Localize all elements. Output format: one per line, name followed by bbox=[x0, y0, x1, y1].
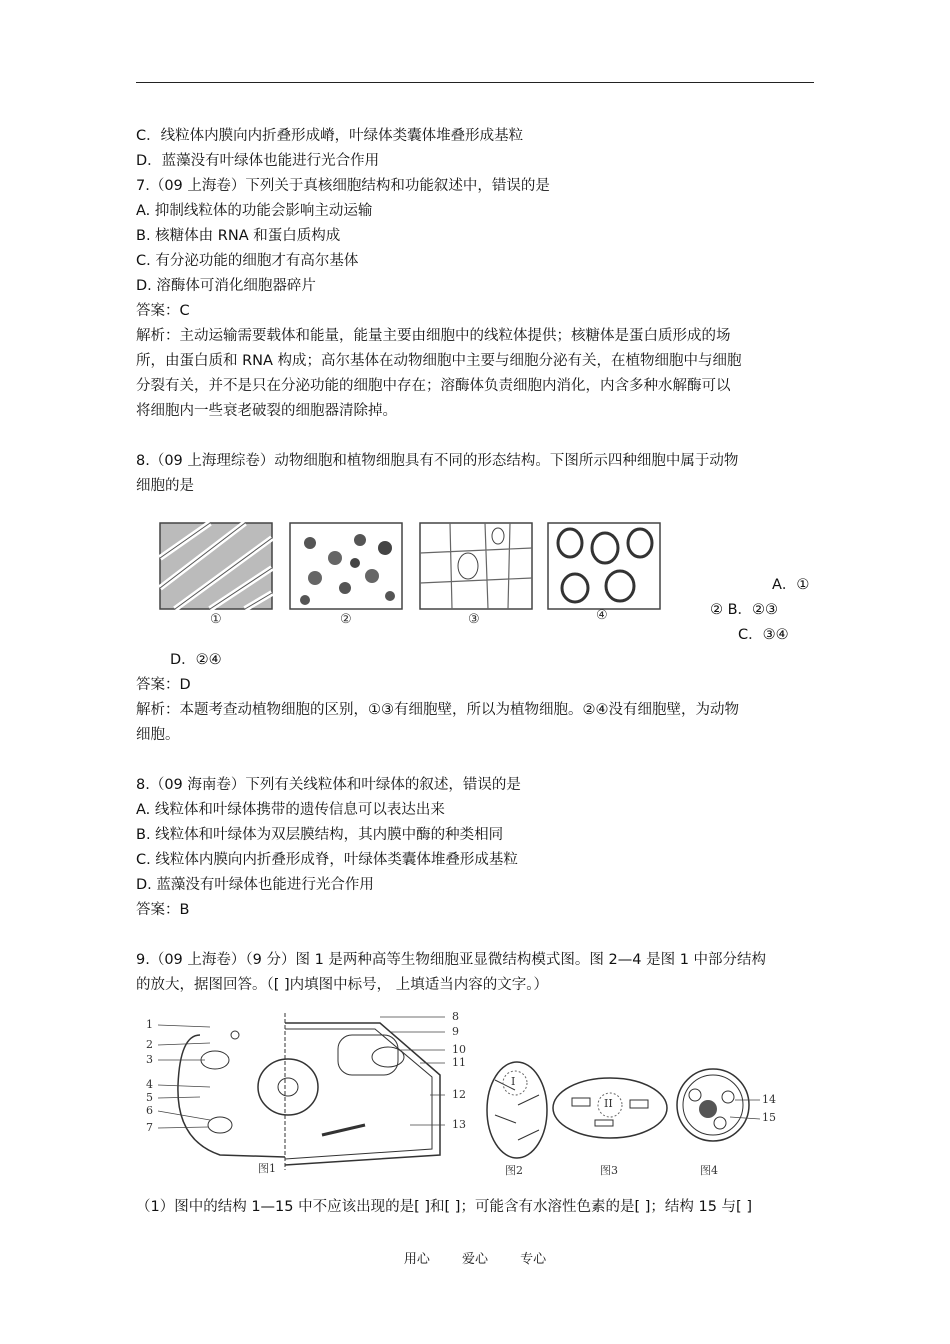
q8a-option-c: C．③④ bbox=[738, 627, 789, 643]
fig1-label-9: 9 bbox=[452, 1025, 459, 1038]
fig1-caption: 图1 bbox=[258, 1162, 276, 1175]
q8b-option-d: D. 蓝藻没有叶绿体也能进行光合作用 bbox=[136, 877, 374, 893]
footer-text-3: 专心 bbox=[520, 1252, 547, 1267]
q7-option-b: B. 核糖体由 RNA 和蛋白质构成 bbox=[136, 228, 341, 244]
cell-image-4 bbox=[548, 523, 660, 609]
cell-label-4: ④ bbox=[596, 608, 608, 623]
fig3-caption: 图3 bbox=[600, 1164, 618, 1177]
fig1-label-4: 4 bbox=[146, 1078, 153, 1091]
question-8a-cont: 细胞的是 bbox=[136, 478, 194, 494]
footer-text-2: 爱心 bbox=[461, 1252, 488, 1267]
q7-analysis-line-1: 解析：主动运输需要载体和能量，能量主要由细胞中的线粒体提供；核糖体是蛋白质形成的场 bbox=[136, 328, 731, 344]
fig2-roman-label: I bbox=[511, 1075, 516, 1088]
fig1-label-10: 10 bbox=[452, 1043, 466, 1056]
q8b-option-b: B. 线粒体和叶绿体为双层膜结构，其内膜中酶的种类相同 bbox=[136, 827, 504, 843]
q7-answer: 答案：C bbox=[136, 303, 190, 319]
fig2-caption: 图2 bbox=[505, 1164, 523, 1177]
q8b-answer: 答案：B bbox=[136, 902, 190, 918]
fig1-label-6: 6 bbox=[146, 1104, 153, 1117]
fig1-label-13: 13 bbox=[452, 1118, 466, 1131]
fig3-roman-label: II bbox=[604, 1097, 613, 1110]
q8a-answer: 答案：D bbox=[136, 677, 191, 693]
page-footer bbox=[0, 1248, 950, 1267]
fig4-nucleus bbox=[677, 1069, 760, 1141]
four-cells-figure bbox=[150, 518, 698, 630]
q8a-option-b: ② B．②③ bbox=[710, 602, 779, 618]
fig1-label-1: 1 bbox=[146, 1018, 153, 1031]
q7-analysis-line-2: 所，由蛋白质和 RNA 构成；高尔基体在动物细胞中主要与细胞分泌有关，在植物细胞中与细胞 bbox=[136, 353, 742, 369]
fig1-label-5: 5 bbox=[146, 1091, 153, 1104]
fig4-caption: 图4 bbox=[700, 1164, 718, 1177]
q9-subquestion-1: （1）图中的结构 1—15 中不应该出现的是[ ]和[ ]；可能含有水溶性色素的是[ ]；结构 15 与[ ] bbox=[136, 1199, 752, 1215]
cell-label-1: ① bbox=[210, 612, 222, 627]
q8a-option-a: A．① bbox=[772, 577, 810, 593]
q7-option-c: C. 有分泌功能的细胞才有高尔基体 bbox=[136, 253, 359, 269]
fig1-label-2: 2 bbox=[146, 1038, 153, 1051]
fig1-label-7: 7 bbox=[146, 1121, 153, 1134]
q8a-option-d: D．②④ bbox=[170, 652, 222, 668]
option-c-line: C．线粒体内膜向内折叠形成嵴，叶绿体类囊体堆叠形成基粒 bbox=[136, 128, 524, 144]
fig1-label-3: 3 bbox=[146, 1053, 153, 1066]
question-7: 7.（09 上海卷）下列关于真核细胞结构和功能叙述中，错误的是 bbox=[136, 178, 550, 194]
footer-text-1: 用心 bbox=[403, 1252, 430, 1267]
fig4-label-15: 15 bbox=[762, 1111, 776, 1124]
option-d-line: D．蓝藻没有叶绿体也能进行光合作用 bbox=[136, 153, 380, 169]
fig1-label-8: 8 bbox=[452, 1010, 459, 1023]
q7-analysis-line-3: 分裂有关，并不是只在分泌功能的细胞中存在；溶酶体负责细胞内消化，内含多种水解酶可以 bbox=[136, 378, 731, 394]
q7-analysis-line-4: 将细胞内一些衰老破裂的细胞器清除掉。 bbox=[136, 403, 397, 419]
cell-image-1 bbox=[160, 523, 272, 609]
question-9-cont: 的放大，据图回答。（[ ]内填图中标号， 上填适当内容的文字。） bbox=[136, 977, 549, 993]
question-8a: 8.（09 上海理综卷）动物细胞和植物细胞具有不同的形态结构。下图所示四种细胞中属于动物 bbox=[136, 453, 739, 469]
q8b-option-a: A. 线粒体和叶绿体携带的遗传信息可以表达出来 bbox=[136, 802, 445, 818]
cell-image-3 bbox=[420, 523, 532, 609]
fig1-cell-diagram bbox=[178, 1013, 440, 1170]
fig1-label-12: 12 bbox=[452, 1088, 466, 1101]
q7-option-a: A. 抑制线粒体的功能会影响主动运输 bbox=[136, 203, 373, 219]
question-8b: 8.（09 海南卷）下列有关线粒体和叶绿体的叙述，错误的是 bbox=[136, 777, 521, 793]
cell-label-3: ③ bbox=[468, 612, 480, 627]
header-rule bbox=[136, 82, 814, 83]
question-9: 9.（09 上海卷）（9 分）图 1 是两种高等生物细胞亚显微结构模式图。图 2—4 是图 1 中部分结构 bbox=[136, 952, 767, 968]
q8b-option-c: C. 线粒体内膜向内折叠形成脊，叶绿体类囊体堆叠形成基粒 bbox=[136, 852, 518, 868]
q7-option-d: D. 溶酶体可消化细胞器碎片 bbox=[136, 278, 316, 294]
fig2-mitochondrion bbox=[487, 1062, 547, 1158]
cell-label-2: ② bbox=[340, 612, 352, 627]
q8a-analysis-line-2: 细胞。 bbox=[136, 727, 180, 743]
fig1-label-11: 11 bbox=[452, 1056, 466, 1069]
cell-image-2 bbox=[290, 523, 402, 609]
q8a-analysis-line-1: 解析：本题考查动植物细胞的区别，①③有细胞壁，所以为植物细胞。②④没有细胞壁，为动物 bbox=[136, 702, 739, 718]
fig4-label-14: 14 bbox=[762, 1093, 776, 1106]
